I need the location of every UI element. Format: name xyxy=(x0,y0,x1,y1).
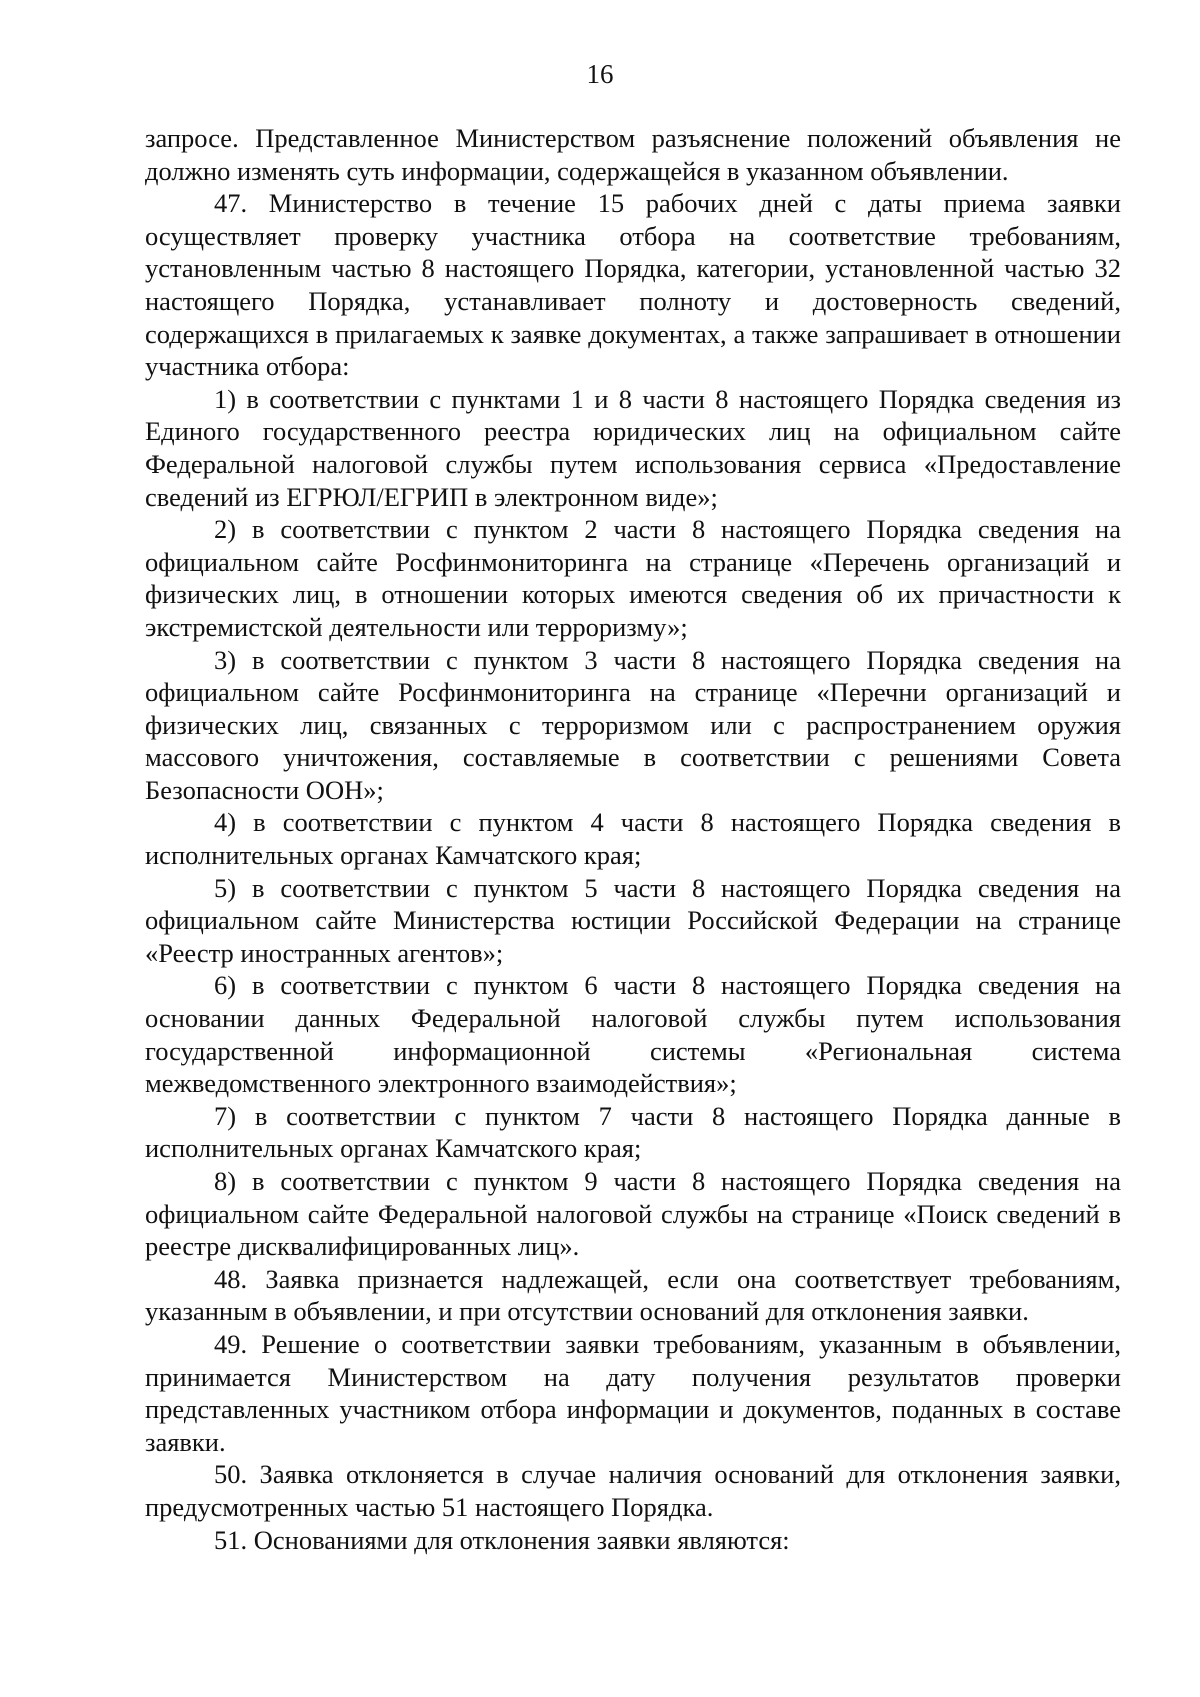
paragraph-47-item-8: 8) в соответствии с пунктом 9 части 8 настоящего Порядка сведения на официальном сайте Федеральной налоговой службы на странице «Поиск сведений в реестре дисквалифицированных лиц». xyxy=(145,1166,1121,1262)
paragraph-47: 47. Министерство в течение 15 рабочих дней с даты приема заявки осуществляет проверку участника отбора на соответствие требованиям, установленным частью 8 настоящего Порядка, категории, установленной частью 32 настоящего Порядка, устанавливает полноту и достоверность сведений, содержащихся в прилагаемых к заявке документах, а также запрашивает в отношении участника отбора: xyxy=(145,188,1121,382)
paragraph-51: 51. Основаниями для отклонения заявки являются: xyxy=(214,1524,790,1555)
paragraph-47-item-2: 2) в соответствии с пунктом 2 части 8 настоящего Порядка сведения на официальном сайте Росфинмониторинга на странице «Перечень организаций и физических лиц, в отношении которых имеются сведения об их причастности к экстремистской деятельности или терроризму»; xyxy=(145,514,1121,642)
page-number: 16 xyxy=(586,59,614,89)
paragraph-48: 48. Заявка признается надлежащей, если она соответствует требованиям, указанным в объявлении, и при отсутствии оснований для отклонения заявки. xyxy=(145,1263,1121,1327)
paragraph-47-item-6: 6) в соответствии с пунктом 6 части 8 настоящего Порядка сведения на основании данных Федеральной налоговой службы путем использования государственной информационной системы «Региональная система межведомственного электронного взаимодействия»; xyxy=(145,970,1121,1099)
paragraph-continuation: запросе. Представленное Министерством разъяснение положений объявления не должно изменять суть информации, содержащейся в указанном объявлении. xyxy=(145,123,1121,186)
paragraph-49: 49. Решение о соответствии заявки требованиям, указанным в объявлении, принимается Министерством на дату получения результатов проверки представленных участником отбора информации и документов, поданных в составе заявки. xyxy=(145,1328,1121,1457)
paragraph-47-item-5: 5) в соответствии с пунктом 5 части 8 настоящего Порядка сведения на официальном сайте Министерства юстиции Российской Федерации на странице «Реестр иностранных агентов»; xyxy=(145,872,1121,968)
paragraph-47-item-1: 1) в соответствии с пунктами 1 и 8 части 8 настоящего Порядка сведения из Единого государственного реестра юридических лиц на официальном сайте Федеральной налоговой службы путем использования сервиса «Предоставление сведений из ЕГРЮЛ/ЕГРИП в электронном виде»; xyxy=(145,383,1121,512)
paragraph-47-item-4: 4) в соответствии с пунктом 4 части 8 настоящего Порядка сведения в исполнительных органах Камчатского края; xyxy=(145,807,1121,871)
paragraph-47-item-3: 3) в соответствии с пунктом 3 части 8 настоящего Порядка сведения на официальном сайте Росфинмониторинга на странице «Перечни организаций и физических лиц, связанных с терроризмом или с распространением оружия массового уничтожения, составляемые в соответствии с решениями Совета Безопасности ООН»; xyxy=(145,644,1121,805)
paragraph-50: 50. Заявка отклоняется в случае наличия оснований для отклонения заявки, предусмотренных частью 51 настоящего Порядка. xyxy=(145,1459,1121,1522)
paragraph-47-item-7: 7) в соответствии с пунктом 7 части 8 настоящего Порядка данные в исполнительных органах Камчатского края; xyxy=(145,1100,1121,1164)
document-body xyxy=(145,122,1121,1556)
